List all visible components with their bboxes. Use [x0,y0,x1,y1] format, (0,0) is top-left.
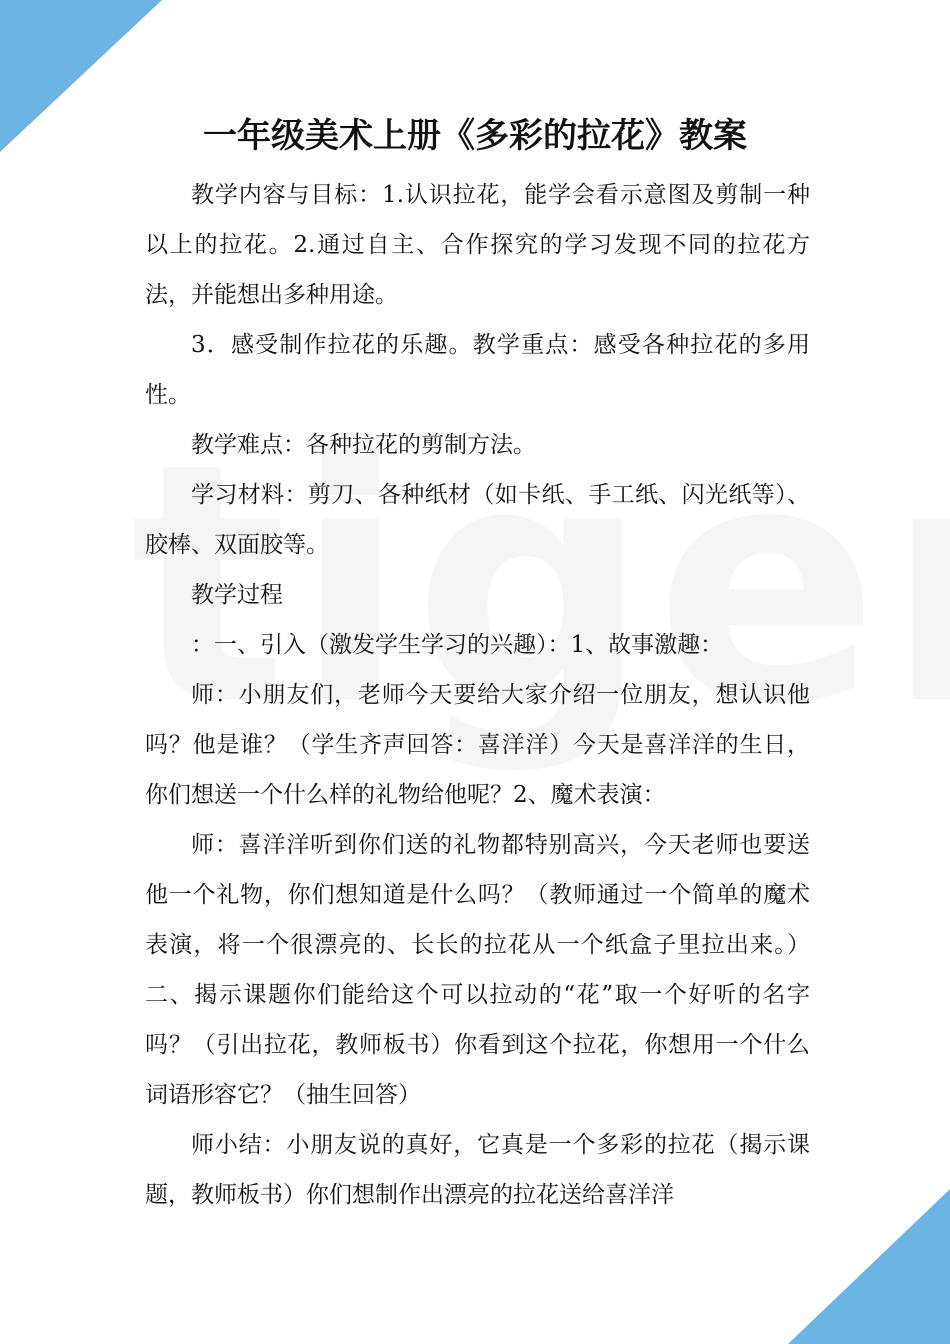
paragraph-objectives: 教学内容与目标：1.认识拉花，能学会看示意图及剪制一种以上的拉花。2.通过自主、合作探究的学习发现不同的拉花方法，并能想出多种用途。 [145,182,810,308]
paragraph-difficulties: 教学难点：各种拉花的剪制方法。 [191,432,536,458]
paragraph-teacher-summary: 师小结：小朋友说的真好，它真是一个多彩的拉花（揭示课题，教师板书）你们想制作出漂亮的拉花送给喜洋洋 [145,1132,810,1208]
paragraph-teacher-magic: 师：喜洋洋听到你们送的礼物都特别高兴，今天老师也要送他一个礼物，你们想知道是什么吗？（教师通过一个简单的魔术表演，将一个很漂亮的、长长的拉花从一个纸盒子里拉出来。）二、揭示课题你们能给这个可以拉动的“花”取一个好听的名字吗？（引出拉花，教师板书）你看到这个拉花，你想用一个什么词语形容它？（抽生回答） [145,832,810,1108]
paragraph-materials: 学习材料：剪刀、各种纸材（如卡纸、手工纸、闪光纸等）、胶棒、双面胶等。 [145,482,810,558]
corner-decoration-bottom-right [788,1189,950,1344]
paragraph-teacher-story: 师：小朋友们，老师今天要给大家介绍一位朋友，想认识他吗？他是谁？（学生齐声回答：喜洋洋）今天是喜洋洋的生日，你们想送一个什么样的礼物给他呢？2、魔术表演： [145,682,810,808]
paragraph-process-heading: 教学过程 [191,582,283,608]
page-title: 一年级美术上册《多彩的拉花》教案 [203,116,747,156]
document-body [145,170,810,1220]
paragraph-key-points: 3．感受制作拉花的乐趣。教学重点：感受各种拉花的多用性。 [145,332,810,408]
paragraph-introduction: ：一、引入（激发学生学习的兴趣）：1、故事激趣： [191,632,724,658]
